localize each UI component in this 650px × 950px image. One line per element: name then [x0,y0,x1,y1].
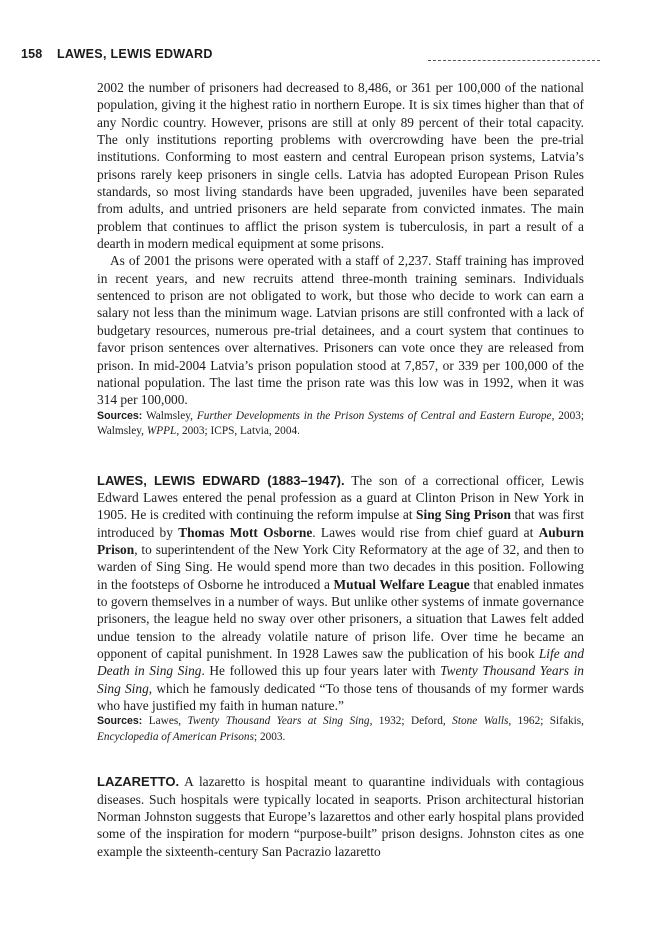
source-text: ; 2003. [253,730,286,743]
entry-text: that was first introduced by [97,507,585,540]
entry-headword: LAZARETTO. [97,774,180,790]
entry-headword: LAWES, LEWIS EDWARD (1883–1947). [97,472,345,488]
lawes-sources [97,714,584,745]
source-text: , 2003; Walmsley, [97,409,584,438]
entry-spacer [97,745,584,773]
entry-spacer [97,440,584,472]
running-head-title: LAWES, LEWIS EDWARD [57,47,213,61]
source-title: Encyclopedia of American Prisons [97,730,254,743]
cross-reference: Auburn Prison [97,524,584,557]
entry-text: , which he famously dedicated “To those tens of thousands of my former wards who have justified my faith in human nature.” [97,680,584,713]
source-title: Stone Walls [452,715,509,728]
sources-label: Sources: [97,715,143,728]
page-body [97,79,584,860]
entry-text: . Lawes would rise from chief guard at [312,524,539,540]
book-title: Life and Death in Sing Sing [97,645,585,679]
book-title: Twenty Thousand Years in Sing Sing [97,663,584,696]
source-text: , 2003; ICPS, Latvia, 2004. [176,425,300,438]
source-text: Walmsley, [142,409,197,422]
sources-label: Sources: [97,409,143,422]
source-text: Lawes, [142,715,188,728]
running-head [21,47,591,67]
entry-text: . He followed this up four years later with [201,663,441,679]
lawes-entry [97,472,584,746]
cross-reference: Sing Sing Prison [416,507,511,523]
latvia-paragraph-1: 2002 the number of prisoners had decreased to 8,486, or 361 per 100,000 of the national population, giving it the highest ratio in northern Europe. It is six times higher than that of any Nordic country. However, prisons are still at only 89 percent of their total capacity. The only institutions reporting problems with overcrowding have been the pre-trial institutions. Conforming to most eastern and central European prison systems, Latvia’s prisons rarely keep prisoners in single cells. Latvia has adopted European Prison Rules standards, so most living standards have been upgraded, juveniles have been separated from adults, and untried prisoners are held separate from convicted inmates. The main problem that continues to afflict the prison system is tuberculosis, in part a result of a dearth in modern medical equipment at some prisons. [97,80,584,252]
entry-text: , to superintendent of the New York City Reformatory at the age of 32, and then to warden of Sing Sing. He would spend more than two decades in this position. Following in the footsteps of Osborne he introduced a [97,541,584,592]
cross-reference: Mutual Welfare League [333,576,470,592]
source-text: , 1962; Sifakis, [508,715,584,728]
lawes-paragraph [97,472,584,715]
source-title: WPPL [146,425,177,438]
entry-text: The son of a correctional officer, Lewis Edward Lawes entered the penal profession as a guard at Clinton Prison in New York in 1905. He is credited with continuing the reform impulse at [97,472,585,523]
lazaretto-entry [97,773,584,860]
source-title: Twenty Thousand Years at Sing Sing [187,715,370,728]
lazaretto-paragraph [97,773,584,860]
entry-text: A lazaretto is hospital meant to quarantine individuals with contagious diseases. Such hospitals were typically located in seaports. Prison architectural historian Norman Johnston suggests that Europe’s lazarettos and other early hospital plans provided some of the inspiration for modern “purpose-built” prison designs. Johnston cites as one example the sixteenth-century San Pacrazio lazaretto [97,774,584,859]
page-number: 158 [21,47,43,61]
cross-reference: Thomas Mott Osborne [178,524,313,540]
latvia-sources [97,409,584,440]
latvia-entry-continued [97,79,584,440]
source-title: Further Developments in the Prison Systems of Central and Eastern Europe [196,409,552,422]
entry-text: that enabled inmates to govern themselves in a number of ways. But unlike other systems of inmate governance prisoners, the league held no sway over other prisoners, a situation that Lawes felt added undue tension to the already volatile nature of prison life. Over time he became an opponent of capital punishment. In 1928 Lawes saw the publication of his book [97,576,584,661]
source-text: , 1932; Deford, [369,715,453,728]
running-head-rule [428,60,600,61]
latvia-paragraph-2: As of 2001 the prisons were operated with a staff of 2,237. Staff training has improved in recent years, and new recruits attend three-month training seminars. Individuals sentenced to prison are not obligated to work, but those who decide to work can earn a salary not less than the minimum wage. Latvian prisons are still confronted with a lack of budgetary resources, numerous pre-trial detainees, and a court system that continues to favor prison sentences over alternatives. Prisoners can vote once they are released from prison. In mid-2004 Latvia’s prison population stood at 7,857, or 339 per 100,000 of the national population. The last time the prison rate was this low was in 1992, when it was 314 per 100,000. [97,253,584,408]
